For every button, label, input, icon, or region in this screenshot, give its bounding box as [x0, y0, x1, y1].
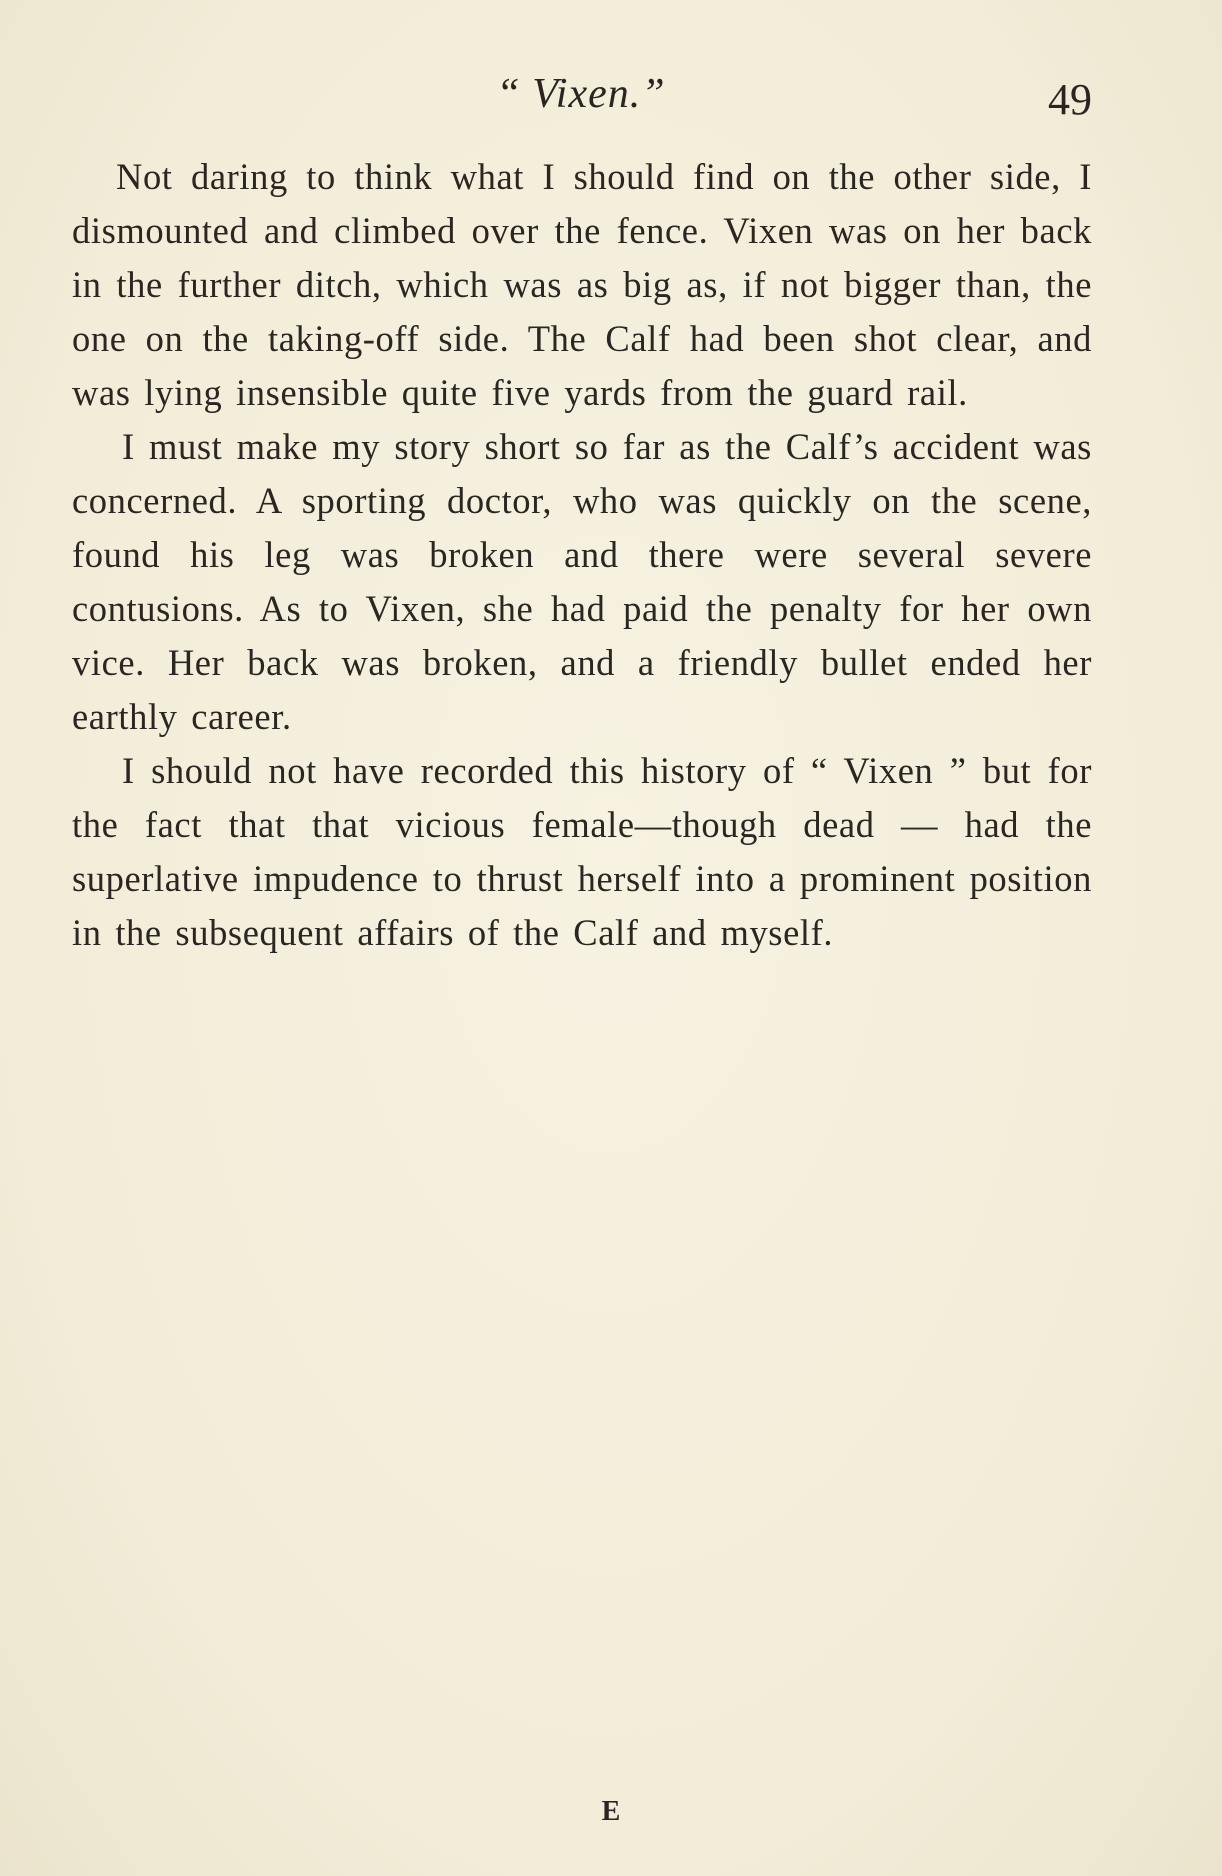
- running-title: “ Vixen.”: [496, 71, 666, 117]
- paragraph: I must make my story short so far as the Calf’s accident was concerned. A sporting doctor, who was quickly on the scene, found his leg was broken and there were several severe contusions. As to Vixen, she had paid the penalty for her own vice. Her back was broken, and a friendly bullet ended her earthly career.: [72, 426, 1092, 737]
- body-text: [72, 150, 1092, 960]
- page-number: 49: [1048, 75, 1092, 124]
- running-head: [70, 70, 1092, 124]
- paragraph: Not daring to think what I should find on the other side, I dismounted and climbed over the fence. Vixen was on her back in the further ditch, which was as big as, if not bigger than, the one on the taking-off side. The Calf had been shot clear, and was lying insensible quite five yards from the guard rail.: [72, 156, 1092, 413]
- paragraph: I should not have recorded this history of “ Vixen ” but for the fact that that vicious female—though dead — had the superlative impudence to thrust herself into a prominent position in the subsequent affairs of the Calf and myself.: [72, 750, 1092, 953]
- signature-mark: E: [601, 1796, 621, 1827]
